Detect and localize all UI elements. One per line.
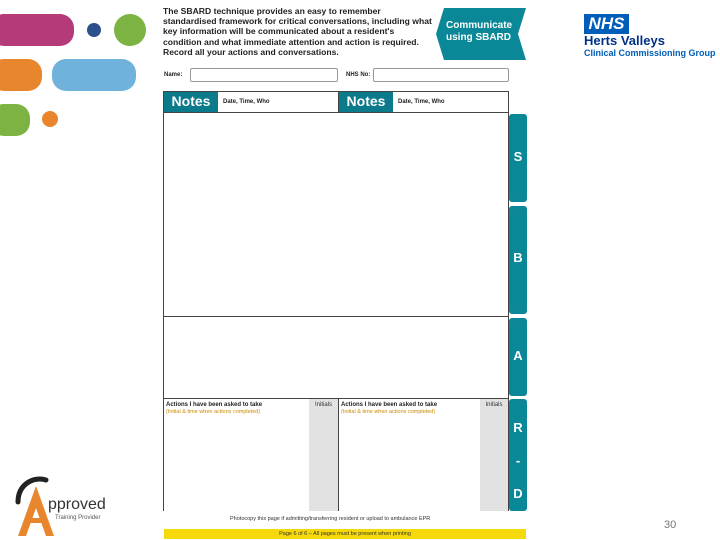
sbard-letter-r: R bbox=[513, 420, 523, 435]
sbard-tab-s bbox=[509, 114, 527, 202]
name-label: Name: bbox=[164, 72, 183, 78]
initials-column-right[interactable]: Initials bbox=[480, 399, 508, 511]
sbard-letter-s: S bbox=[513, 149, 523, 164]
decor-dot-orange bbox=[42, 111, 58, 127]
decor-pill-green bbox=[0, 104, 30, 136]
actions-title-right: Actions I have been asked to take bbox=[341, 402, 438, 408]
approved-wordmark: pproved bbox=[48, 496, 106, 513]
notes-tab-left: Notes bbox=[164, 91, 218, 112]
nhs-ccg-label: Clinical Commissioning Group bbox=[584, 48, 716, 58]
sbard-letter-b: B bbox=[513, 250, 523, 265]
sbard-tab-r-d bbox=[509, 399, 527, 511]
form-header-divider bbox=[338, 91, 339, 112]
nhs-logo: NHS bbox=[584, 14, 629, 34]
page-number: 30 bbox=[664, 519, 677, 531]
actions-right[interactable] bbox=[341, 402, 481, 416]
sbard-tab-b bbox=[509, 206, 527, 314]
name-field[interactable] bbox=[190, 68, 338, 82]
nhs-organisation-name: Herts Valleys bbox=[584, 33, 665, 48]
actions-subtitle-right: (Initial & time when actions completed) bbox=[341, 409, 436, 415]
actions-left[interactable] bbox=[166, 402, 306, 416]
photocopy-note: Photocopy this page if admitting/transferring resident or upload to ambulance EPR bbox=[230, 516, 431, 522]
sbard-letter-d: D bbox=[513, 486, 523, 501]
form-header-top bbox=[163, 91, 509, 92]
initials-column-left[interactable]: Initials bbox=[309, 399, 338, 511]
banner-line-2: using SBARD bbox=[446, 32, 511, 43]
decor-pill-orange bbox=[0, 59, 42, 91]
sbard-letter-a: A bbox=[513, 348, 523, 363]
decor-pill-magenta bbox=[0, 14, 74, 46]
nhs-no-label: NHS No: bbox=[346, 72, 371, 78]
banner-text bbox=[446, 20, 526, 44]
intro-paragraph: The SBARD technique provides an easy to remember standardised framework for critical conversations, including what key information will be communicated about a resident's condition and what immediate attention and action is required. Record all your actions and conversations. bbox=[163, 6, 432, 57]
date-time-who-left: Date, Time, Who bbox=[223, 99, 270, 105]
banner-line-1: Communicate bbox=[446, 20, 513, 31]
decor-dot-green bbox=[114, 14, 146, 46]
approved-subtitle: Training Provider bbox=[55, 515, 101, 521]
notes-tab-right: Notes bbox=[339, 91, 393, 112]
sbard-letter-dash: - bbox=[515, 453, 521, 468]
notes-area-assessment[interactable] bbox=[164, 317, 508, 398]
date-time-who-right: Date, Time, Who bbox=[398, 99, 445, 105]
actions-title-left: Actions I have been asked to take bbox=[166, 402, 263, 408]
actions-subtitle-left: (Initial & time when actions completed) bbox=[166, 409, 261, 415]
actions-divider bbox=[338, 398, 339, 511]
page-note-bar: Page 6 of 6 – All pages must be present when printing bbox=[164, 529, 526, 539]
notes-area-situation-background[interactable] bbox=[164, 113, 508, 316]
nhs-no-field[interactable] bbox=[373, 68, 509, 82]
sbard-tab-a bbox=[509, 318, 527, 396]
decor-pill-blue bbox=[52, 59, 136, 91]
decor-dot-navy bbox=[87, 23, 101, 37]
